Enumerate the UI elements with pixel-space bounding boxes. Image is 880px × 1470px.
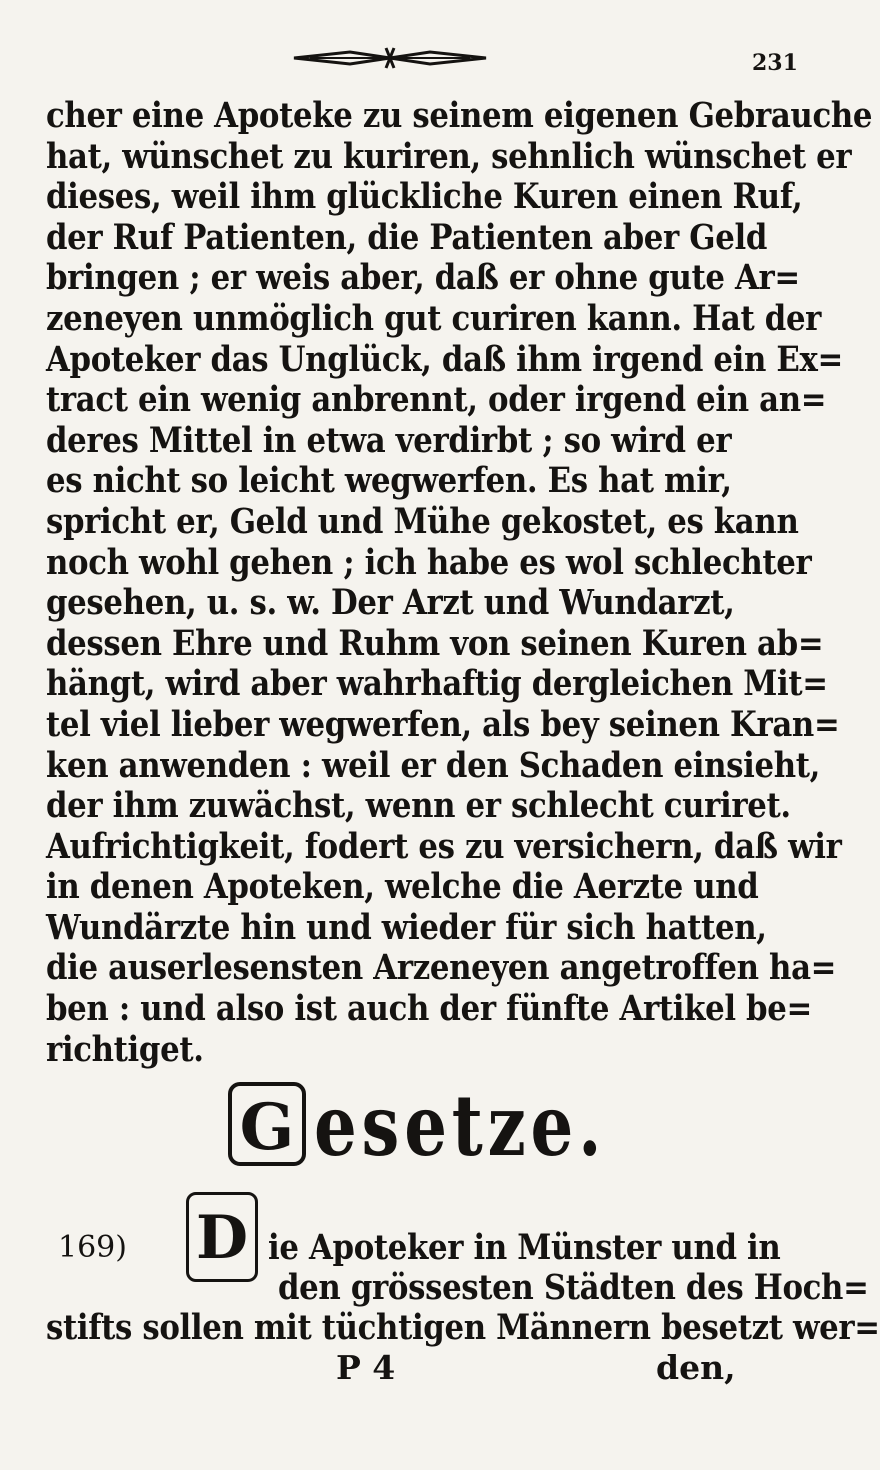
text-line: stifts sollen mit tüchtigen Männern besetzt wer= <box>46 1307 880 1348</box>
header-ornament <box>290 44 490 72</box>
text-line: ben : und also ist auch der fünfte Artikel be= <box>46 988 812 1030</box>
heading-text: esetze. <box>314 1076 607 1175</box>
text-line: dieses, weil ihm glückliche Kuren einen Ruf, <box>46 176 803 218</box>
text-line: bringen ; er weis aber, daß er ohne gute Ar= <box>46 257 800 299</box>
text-line: gesehen, u. s. w. Der Arzt und Wundarzt, <box>46 582 735 624</box>
text-line: tel viel lieber wegwerfen, als bey seinen Kran= <box>46 703 840 745</box>
heading-initial: G <box>228 1082 306 1166</box>
text-line: Aufrichtigkeit, fodert es zu versichern, daß wir <box>46 825 842 867</box>
text-line: hängt, wird aber wahrhaftig dergleichen Mit= <box>46 663 828 705</box>
text-line: den grössesten Städten des Hoch= <box>278 1267 869 1308</box>
text-line: richtiget. <box>46 1028 204 1070</box>
text-line: spricht er, Geld und Mühe gekostet, es kann <box>46 500 799 542</box>
text-line: noch wohl gehen ; ich habe es wol schlechter <box>46 541 812 583</box>
text-line: es nicht so leicht wegwerfen. Es hat mir, <box>46 460 732 502</box>
text-line: der Ruf Patienten, die Patienten aber Geld <box>46 216 768 258</box>
text-line: in denen Apoteken, welche die Aerzte und <box>46 866 759 908</box>
section-heading <box>228 1076 607 1175</box>
text-line: cher eine Apoteke zu seinem eigenen Gebrauche <box>46 95 873 136</box>
text-line: hat, wünschet zu kuriren, sehnlich wünschet er <box>46 135 852 177</box>
text-line: der ihm zuwächst, wenn er schlecht curiret. <box>46 785 791 827</box>
page-number: 231 <box>752 50 798 76</box>
text-line: zeneyen unmöglich gut curiren kann. Hat der <box>46 297 822 339</box>
text-line: ie Apoteker in Münster und in <box>268 1227 781 1268</box>
text-line: deres Mittel in etwa verdirbt ; so wird er <box>46 419 732 461</box>
catchword: den, <box>656 1348 736 1387</box>
text-line: ken anwenden : weil er den Schaden einsieht, <box>46 744 821 786</box>
text-line: dessen Ehre und Ruhm von seinen Kuren ab= <box>46 622 824 664</box>
text-line: Wundärzte hin und wieder für sich hatten, <box>46 906 767 948</box>
drop-cap: D <box>186 1192 258 1282</box>
section-number: 169) <box>58 1230 127 1265</box>
text-line: die auserlesensten Arzeneyen angetroffen ha= <box>46 947 837 989</box>
signature-mark: P 4 <box>336 1348 396 1387</box>
text-line: Apoteker das Unglück, daß ihm irgend ein Ex= <box>46 338 843 380</box>
body-text <box>46 95 873 1070</box>
text-line: tract ein wenig anbrennt, oder irgend ein an= <box>46 379 827 421</box>
